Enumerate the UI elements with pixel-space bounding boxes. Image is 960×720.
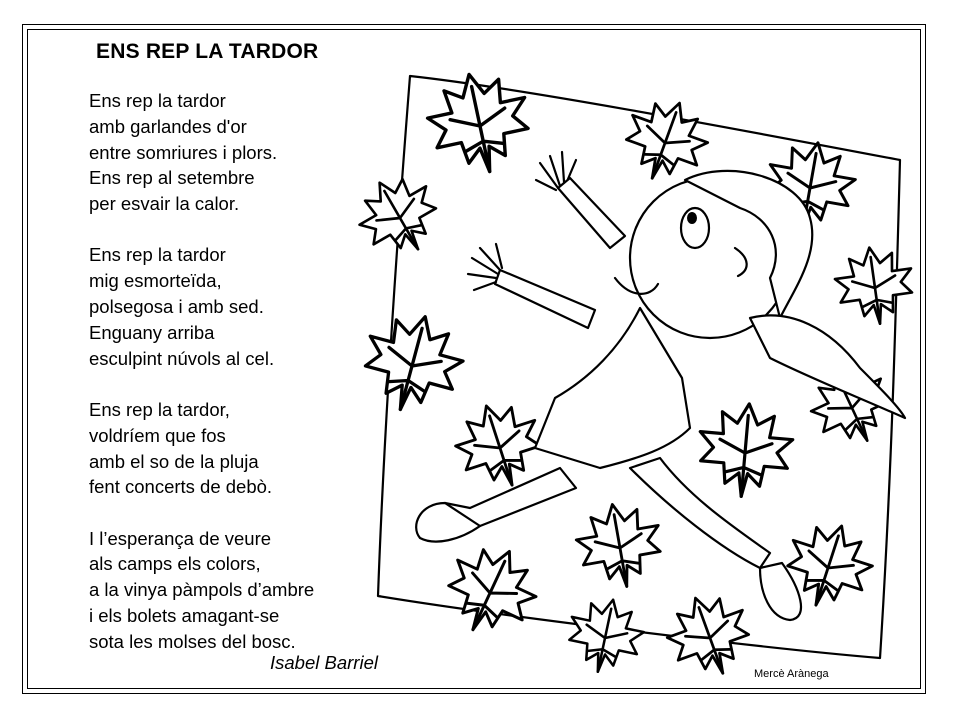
maple-leaf-icon xyxy=(571,497,667,593)
maple-leaf-icon xyxy=(421,64,539,182)
poem-line: polsegosa i amb sed. xyxy=(89,296,264,318)
maple-leaf-icon xyxy=(695,400,796,501)
poem-line: i els bolets amagant-se xyxy=(89,605,280,627)
poem-line: mig esmorteïda, xyxy=(89,270,222,292)
poem-line: per esvair la calor. xyxy=(89,193,240,215)
poem-line: esculpint núvols al cel. xyxy=(89,347,275,369)
child-pupil xyxy=(687,212,697,224)
poem-line: Ens rep la tardor xyxy=(89,90,226,111)
poem-line: Enguany arriba xyxy=(89,321,215,343)
poem-line: Ens rep la tardor, xyxy=(89,398,230,420)
child-body xyxy=(535,308,690,468)
child-shoe-right xyxy=(760,563,801,620)
poem-line: amb garlandes d'or xyxy=(89,115,247,137)
poem-line: sota les molses del bosc. xyxy=(89,630,296,652)
illustrator-credit: Mercè Arànega xyxy=(754,668,829,680)
maple-leaf-icon xyxy=(658,584,761,687)
maple-leaf-icon xyxy=(346,163,451,268)
poem-title: ENS REP LA TARDOR xyxy=(96,40,319,63)
maple-leaf-icon xyxy=(434,533,549,648)
child-arm-left xyxy=(495,270,595,328)
poem-line: Ens rep la tardor xyxy=(89,244,226,266)
poem-line: Ens rep al setembre xyxy=(89,167,255,189)
poem-line: I l’esperança de veure xyxy=(89,527,272,549)
maple-leaf-icon xyxy=(831,242,918,329)
poem-line: als camps els colors, xyxy=(89,553,261,575)
poem-line: fent concerts de debò. xyxy=(89,476,273,498)
poem-line: amb el so de la pluja xyxy=(89,450,259,472)
maple-leaf-icon xyxy=(354,304,472,422)
poem-line: a la vinya pàmpols d’ambre xyxy=(89,579,315,601)
poem-line: voldríem que fos xyxy=(89,424,226,446)
author-signature: Isabel Barriel xyxy=(270,652,378,673)
maple-leaf-icon xyxy=(562,592,649,679)
child-arm-right xyxy=(558,178,625,248)
autumn-illustration xyxy=(340,48,920,688)
coloring-drawing xyxy=(340,48,920,688)
poem-line: entre somriures i plors. xyxy=(89,141,278,163)
